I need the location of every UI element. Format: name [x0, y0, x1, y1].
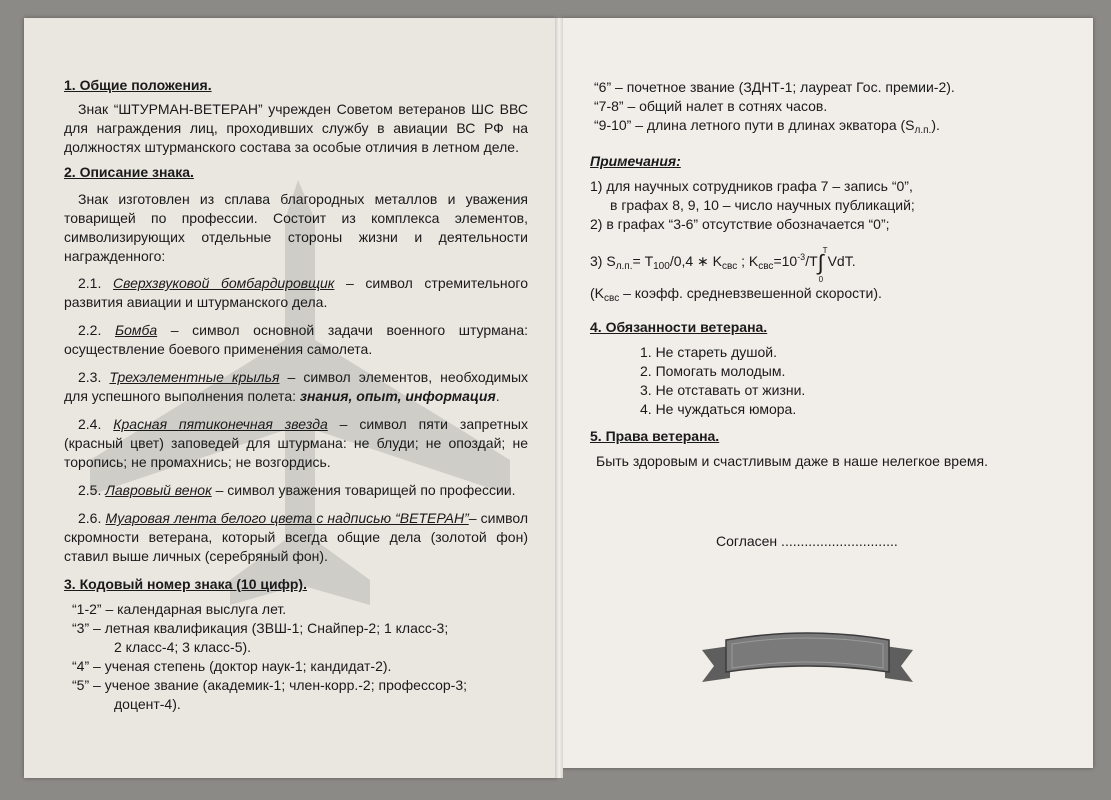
integral-sign: ∫ T 0 — [817, 246, 828, 284]
item-term: Лавровый венок — [105, 482, 212, 498]
item-number: 2.6. — [78, 510, 102, 526]
note-line: 2) в графах “3-6” отсутствие обозначается “0”; — [590, 216, 890, 232]
item-description: – символ основной задачи военного штурмана: осуществление боевого применения самолета. — [64, 322, 528, 357]
section-3-title: 3. Кодовый номер знака (10 цифр). — [64, 576, 307, 592]
item-description: – символ пяти запретных (красный цвет) заповедей для штурмана: не блуди; не опоздай; не торопись; не промахнись; не возгордись. — [64, 416, 528, 470]
item-term: Сверхзвуковой бомбардировщик — [112, 275, 335, 291]
item-2-5 — [64, 481, 528, 500]
item-2-1 — [64, 274, 528, 312]
code-line: “3” – летная квалификация (ЗВШ-1; Снайпер-2; 1 класс-3; — [72, 620, 449, 636]
code-line: “9-10” – длина летного пути в длинах экватора $(S_{л.п.})$. — [594, 117, 940, 136]
section-1-text: Знак “ШТУРМАН-ВЕТЕРАН” учрежден Советом ветеранов ШС ВВС для награждения лиц, проходивших службу в авиации ВС РФ на должностях штурманского состава за особые отличия в летном деле. — [64, 101, 528, 155]
note-line: 1) для научных сотрудников графа 7 – запись “0”, — [590, 178, 913, 194]
code-line: “6” – почетное звание (ЗДНТ-1; лауреат Гос. премии-2). — [594, 79, 955, 95]
ribbon-banner-icon — [700, 628, 915, 690]
section-2-text: Знак изготовлен из сплава благородных металлов и уважения товарищей по профессии. Состоит из комплекса элементов, символизирующих отдельные стороны жизни и деятельности награжденного: — [64, 191, 528, 264]
section-4-title: 4. Обязанности ветерана. — [590, 319, 768, 335]
notes-title: Примечания: — [590, 153, 681, 169]
section-5-title: 5. Права ветерана. — [590, 428, 720, 444]
item-2-4 — [64, 415, 528, 472]
code-line: “1-2” – календарная выслуга лет. — [72, 601, 287, 617]
rights-text: Быть здоровым и счастливым даже в наше нелегкое время. — [596, 453, 988, 469]
item-number: 2.3. — [78, 369, 102, 385]
item-number: 2.2. — [78, 322, 102, 338]
item-description: – символ стремительного развития авиации и штурманского дела. — [64, 275, 528, 310]
note-line: в графах 8, 9, 10 – число научных публикаций; — [610, 197, 915, 213]
left-column — [64, 76, 528, 714]
item-number: 2.4. — [78, 416, 102, 432]
item-2-3 — [64, 368, 528, 406]
item-description: – символ элементов, необходимых для успешного выполнения полета: — [64, 369, 529, 404]
item-number: 2.1. — [78, 275, 102, 291]
section-1-title: 1. Общие положения. — [64, 77, 212, 93]
code-line: 2 класс-4; 3 класс-5). — [114, 639, 252, 655]
item-description: – символ уважения товарищей по профессии. — [211, 482, 516, 498]
code-line: “7-8” – общий налет в сотнях часов. — [594, 98, 828, 114]
right-column — [590, 78, 1070, 471]
item-term: Красная пятиконечная звезда — [113, 416, 328, 432]
duty-item: 4. Не чуждаться юмора. — [640, 401, 797, 417]
agreement-line: Согласен .............................. — [716, 533, 898, 549]
code-line: “5” – ученое звание (академик-1; член-корр.-2; профессор-3; — [72, 677, 468, 693]
section-2-title: 2. Описание знака. — [64, 164, 194, 180]
item-number: 2.5. — [78, 482, 102, 498]
notes-list — [590, 177, 1070, 234]
k-note: ($K_{свс}$ – коэфф. средневзвешенной скорости). — [590, 285, 882, 304]
duty-item: 1. Не стареть душой. — [640, 344, 777, 360]
item-term: Трехэлементные крылья — [109, 369, 280, 385]
item-2-2 — [64, 321, 528, 359]
item-term: Бомба — [114, 322, 158, 338]
item-emphasis: знания, опыт, информация — [299, 388, 496, 404]
code-list-left — [64, 600, 528, 714]
item-end: . — [495, 388, 500, 404]
duty-item: 3. Не отставать от жизни. — [640, 382, 806, 398]
item-term: Муаровая лента белого цвета с надписью “ВЕТЕРАН” — [105, 510, 469, 526]
duty-item: 2. Помогать молодым. — [640, 363, 786, 379]
item-description: – символ скромности ветерана, который всегда общие дела (золотой фон) ставил выше личных (серебряный фон). — [64, 510, 528, 564]
code-list-right — [590, 78, 1070, 140]
duties-list — [590, 343, 1070, 419]
code-line: доцент-4). — [114, 696, 181, 712]
formula: 3) $S_{л.п.}= T_{100}/0,4$ ∗ $K_{свс}$ ; $K_{свс}=10^{-3}/T\int$ T 0 VdT. — [590, 246, 856, 284]
code-line: “4” – ученая степень (доктор наук-1; кандидат-2). — [72, 658, 392, 674]
item-2-6 — [64, 509, 528, 566]
